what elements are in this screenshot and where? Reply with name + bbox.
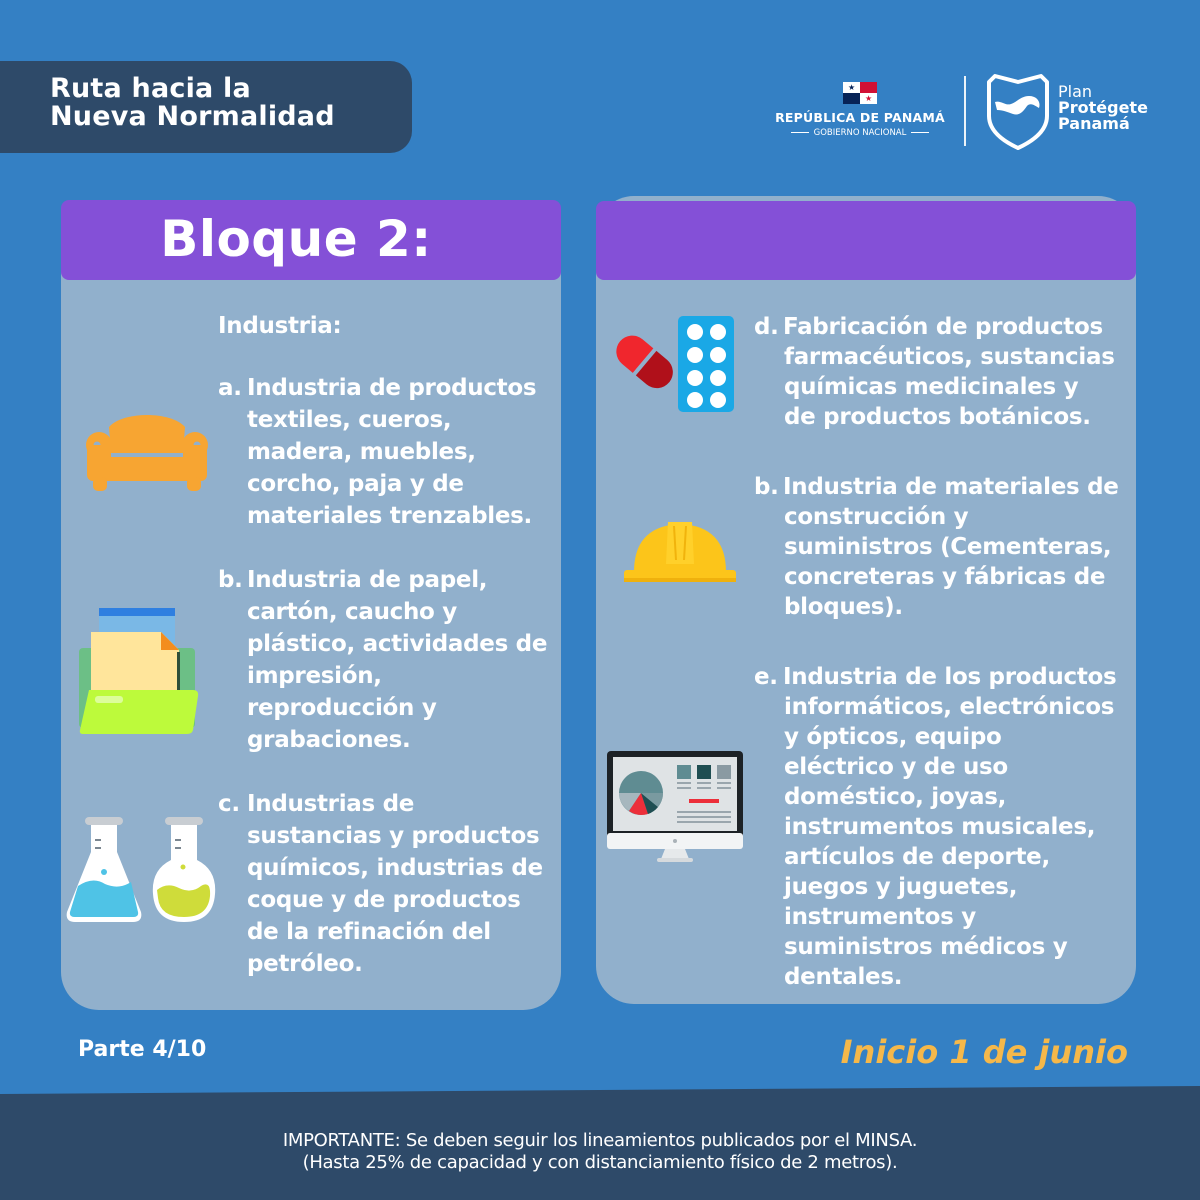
block-title: Bloque 2: bbox=[160, 210, 432, 268]
logo-divider bbox=[964, 76, 966, 146]
item-letter: b. bbox=[754, 474, 779, 500]
pills-icon bbox=[600, 312, 738, 412]
important-notice bbox=[0, 1130, 1200, 1174]
header-title-box bbox=[0, 61, 412, 153]
list-item-a: a. Industria de productos textiles, cueros, madera, muebles, corcho, paja y de materiales trenzables. bbox=[218, 372, 536, 532]
list-item-b-construction: b. Industria de materiales de construcción y suministros (Cementeras, concreteras y fábricas de bloques). bbox=[754, 474, 1119, 620]
list-item-b: b. Industria de papel, cartón, caucho y plástico, actividades de impresión, reproducción y grabaciones. bbox=[218, 564, 547, 756]
list-item-d: d. Fabricación de productos farmacéuticos, sustancias químicas medicinales y de productos botánicos. bbox=[754, 314, 1115, 430]
sofa-icon bbox=[83, 405, 211, 493]
gov-logo bbox=[770, 82, 950, 144]
header-title-line2: Nueva Normalidad bbox=[50, 101, 335, 132]
folder-documents-icon bbox=[75, 604, 199, 736]
list-item-e: e. Industria de los productos informáticos, electrónicos y ópticos, equipo eléctrico y de uso doméstico, joyas, instrumentos musicales, artículos de deporte, juegos y juguetes, instrumentos y suministros médicos y dentales. bbox=[754, 664, 1117, 990]
panama-flag-icon: ★ ★ bbox=[843, 82, 877, 104]
right-card bbox=[596, 196, 1136, 1004]
left-card bbox=[61, 200, 561, 1010]
chemistry-flasks-icon bbox=[61, 812, 217, 928]
gov-subtitle: GOBIERNO NACIONAL bbox=[770, 128, 950, 138]
plan-logo-line2: Protégete bbox=[1058, 98, 1148, 117]
computer-monitor-icon bbox=[605, 749, 745, 865]
item-letter: b. bbox=[218, 567, 243, 593]
plan-logo-line1: Plan bbox=[1058, 82, 1093, 101]
part-indicator: Parte 4/10 bbox=[78, 1037, 207, 1062]
header-title-line1: Ruta hacia la bbox=[50, 73, 251, 104]
industry-intro: Industria: bbox=[218, 313, 342, 339]
left-card-header bbox=[61, 200, 561, 280]
right-card-header bbox=[596, 201, 1136, 280]
plan-protegete-logo bbox=[985, 72, 1165, 152]
start-date: Inicio 1 de junio bbox=[840, 1033, 1128, 1071]
hard-hat-icon bbox=[622, 516, 738, 586]
notice-line1: IMPORTANTE: Se deben seguir los lineamientos publicados por el MINSA. bbox=[282, 1130, 918, 1151]
item-letter: e. bbox=[754, 664, 778, 690]
plan-logo-line3: Panamá bbox=[1058, 114, 1130, 133]
item-letter: c. bbox=[218, 791, 240, 817]
notice-line2: (Hasta 25% de capacidad y con distanciamiento físico de 2 metros). bbox=[302, 1152, 898, 1173]
item-letter: d. bbox=[754, 314, 779, 340]
gov-name: REPÚBLICA DE PANAMÁ bbox=[775, 110, 945, 125]
list-item-c: c. Industrias de sustancias y productos químicos, industrias de coque y de productos de la refinación del petróleo. bbox=[218, 788, 543, 980]
shield-map-icon bbox=[985, 72, 1051, 150]
item-letter: a. bbox=[218, 375, 242, 401]
